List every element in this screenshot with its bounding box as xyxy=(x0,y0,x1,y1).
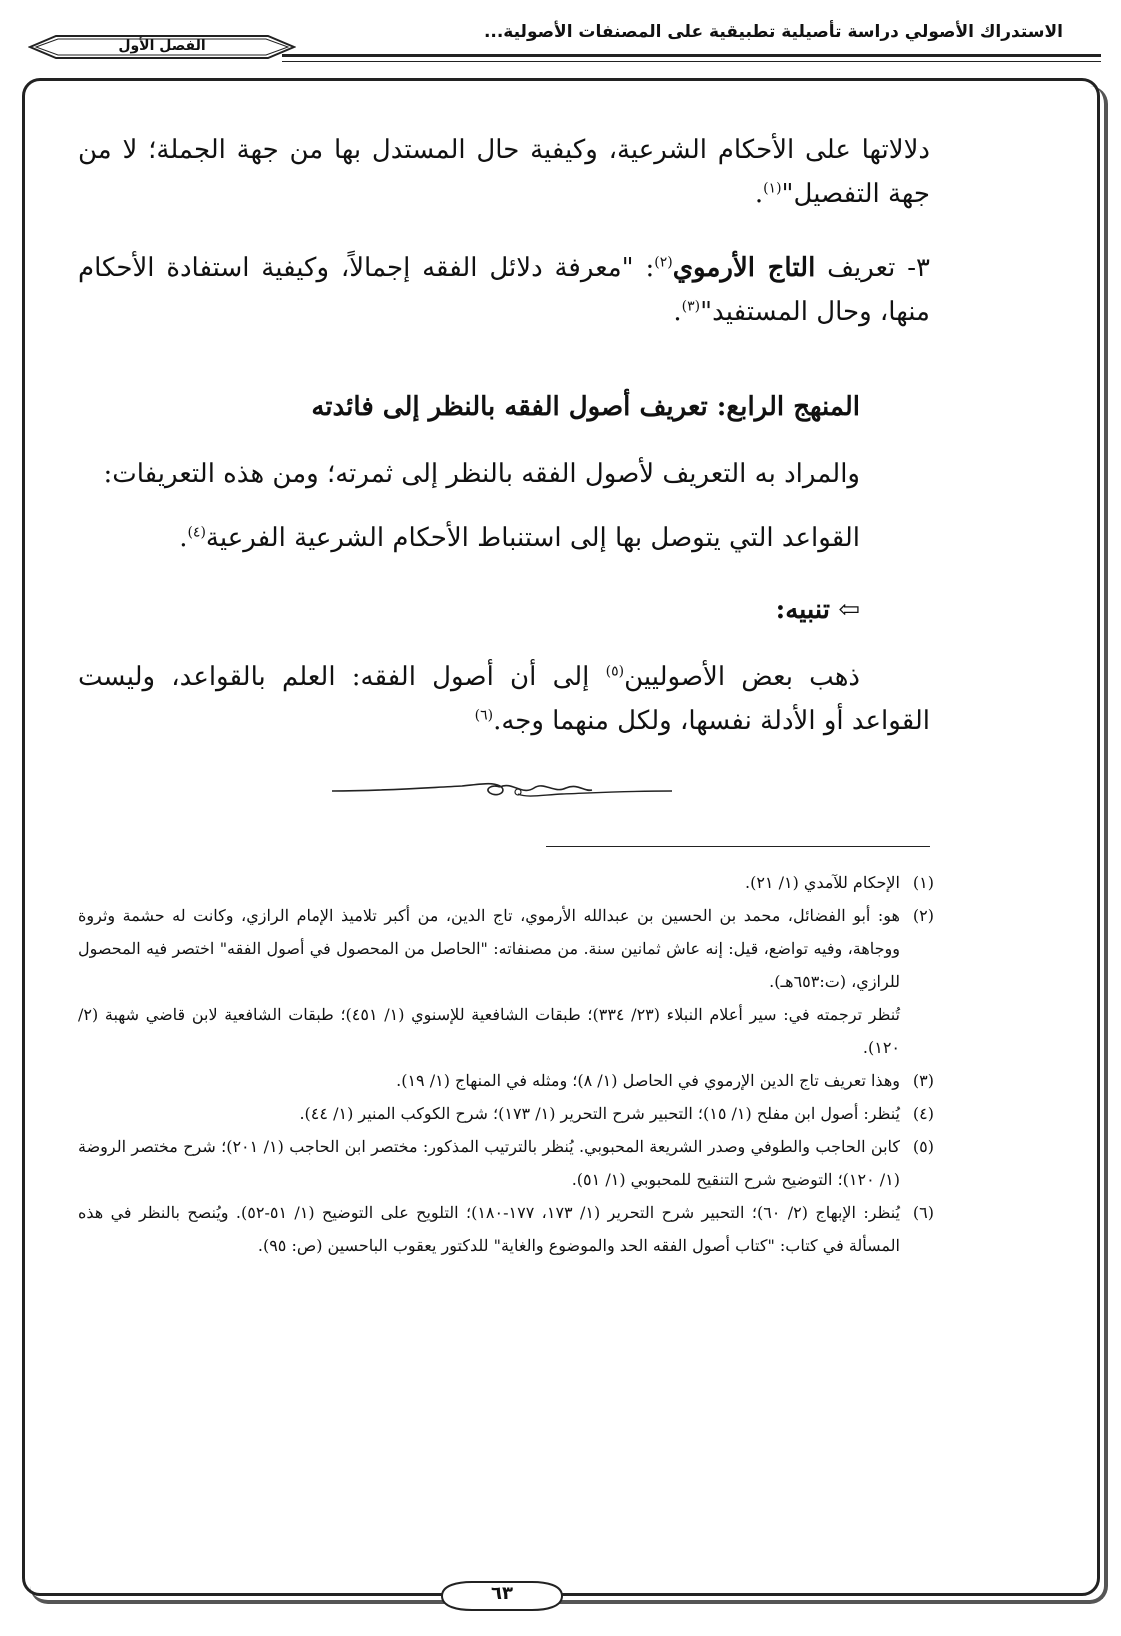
footnote-item xyxy=(78,1064,934,1097)
chapter-tab xyxy=(28,34,296,60)
paragraph-1-end: . xyxy=(754,179,764,209)
footnote-number: (٢) xyxy=(912,906,934,925)
footnote-number: (٥) xyxy=(912,1137,934,1156)
paragraph-5-text-a: ذهب بعض الأصوليين xyxy=(624,662,860,692)
paragraph-4-text: القواعد التي يتوصل بها إلى استنباط الأحكام الشرعية الفرعية xyxy=(205,523,860,553)
scholar-name: التاج الأرموي xyxy=(672,253,816,283)
footnote-item xyxy=(78,1097,934,1130)
footnote-item xyxy=(78,866,934,899)
footnote-number: (٦) xyxy=(912,1203,934,1222)
footnote-ref-6[interactable]: (٦) xyxy=(474,707,494,724)
running-header-title: الاستدراك الأصولي دراسة تأصيلية تطبيقية على المصنفات الأصولية... xyxy=(483,22,1063,42)
footnote-ref-5[interactable]: (٥) xyxy=(605,663,625,680)
paragraph-2 xyxy=(78,246,930,334)
footnote-text: الإحكام للآمدي (١/ ٢١). xyxy=(745,873,900,892)
footnote-item xyxy=(78,1130,934,1196)
footnote-ref-2[interactable]: (٢) xyxy=(654,254,673,271)
footnote-text: تُنظر ترجمته في: سير أعلام النبلاء (٢٣/ ٣٣٤)؛ طبقات الشافعية للإسنوي (١/ ٤٥١)؛ طبقات الشافعية لابن قاضي شهبة (٢/ ١٢٠). xyxy=(78,1005,900,1057)
paragraph-4-end: . xyxy=(179,523,188,553)
footnote-text: وهذا تعريف تاج الدين الإرموي في الحاصل (١/ ٨)؛ ومثله في المنهاج (١/ ١٩). xyxy=(396,1071,900,1090)
footnote-text: هو: أبو الفضائل، محمد بن الحسين بن عبدالله الأرموي، تاج الدين، من أكبر تلاميذ الإمام الرازي، وكانت له حشمة وثروة ووجاهة، وفيه تواضع، قيل: إنه عاش ثمانين سنة. من مصنفاته: "الحاصل من المحصول في أصول الفقه" اختصر فيه المحصول للرازي، (ت:٦٥٣هـ). xyxy=(78,906,900,991)
note-arrow-icon: ⇦ xyxy=(838,595,860,625)
footnote-item xyxy=(78,1196,934,1262)
header-rule xyxy=(282,54,1101,62)
paragraph-4 xyxy=(78,516,930,560)
paragraph-5-text-b: إلى أن أصول الفقه: العلم بالقواعد، وليست القواعد أو الأدلة نفسها، ولكل منهما وجه. xyxy=(78,662,930,736)
footnote-text: يُنظر: الإبهاج (٢/ ٦٠)؛ التحبير شرح التحرير (١/ ١٧٣، ١٧٧-١٨٠)؛ التلويح على التوضيح (١/ ٥١-٥٢). ويُنصح بالنظر في هذه المسألة في كتاب: "كتاب أصول الفقه الحد والموضوع والغاية" للدكتور يعقوب الباحسين (ص: ٩٥). xyxy=(78,1203,900,1255)
page-number-badge xyxy=(438,1579,566,1613)
paragraph-2-lead: ٣- تعريف xyxy=(815,253,930,283)
chapter-label: الفصل الأول xyxy=(118,38,206,54)
page-number: ٦٣ xyxy=(491,1583,513,1604)
footnote-item xyxy=(78,899,934,1064)
paragraph-2-text: : "معرفة دلائل الفقه إجمالاً، وكيفية استفادة الأحكام منها، وحال المستفيد" xyxy=(78,253,930,327)
footnote-text: يُنظر: أصول ابن مفلح (١/ ١٥)؛ التحبير شرح التحرير (١/ ١٧٣)؛ شرح الكوكب المنير (١/ ٤٤). xyxy=(299,1104,900,1123)
footnote-ref-1[interactable]: (١) xyxy=(763,180,782,197)
section-ornament xyxy=(322,778,682,804)
footnotes xyxy=(78,866,934,1262)
paragraph-1-text: دلالاتها على الأحكام الشرعية، وكيفية حال المستدل بها من جهة الجملة؛ لا من جهة التفصيل" xyxy=(78,135,930,209)
paragraph-1 xyxy=(78,128,930,216)
paragraph-5 xyxy=(78,655,930,743)
note-heading xyxy=(78,588,930,632)
footnote-ref-3[interactable]: (٣) xyxy=(681,298,701,315)
section-heading: المنهج الرابع: تعريف أصول الفقه بالنظر إلى فائدته xyxy=(311,392,860,422)
footnote-text: كابن الحاجب والطوفي وصدر الشريعة المحبوبي. يُنظر بالترتيب المذكور: مختصر ابن الحاجب (١/ ٢٠١)؛ شرح مختصر الروضة (١/ ١٢٠)؛ التوضيح شرح التنقيح للمحبوبي (١/ ٥١). xyxy=(78,1137,901,1189)
footnote-number: (٤) xyxy=(912,1104,934,1123)
footnote-number: (٣) xyxy=(912,1071,934,1090)
note-label: تنبيه: xyxy=(775,595,830,625)
paragraph-2-end: . xyxy=(673,297,682,327)
footnote-ref-4[interactable]: (٤) xyxy=(187,524,206,541)
footnote-separator xyxy=(546,846,930,847)
footnote-number: (١) xyxy=(912,873,934,892)
paragraph-3: والمراد به التعريف لأصول الفقه بالنظر إلى ثمرته؛ ومن هذه التعريفات: xyxy=(103,459,860,489)
